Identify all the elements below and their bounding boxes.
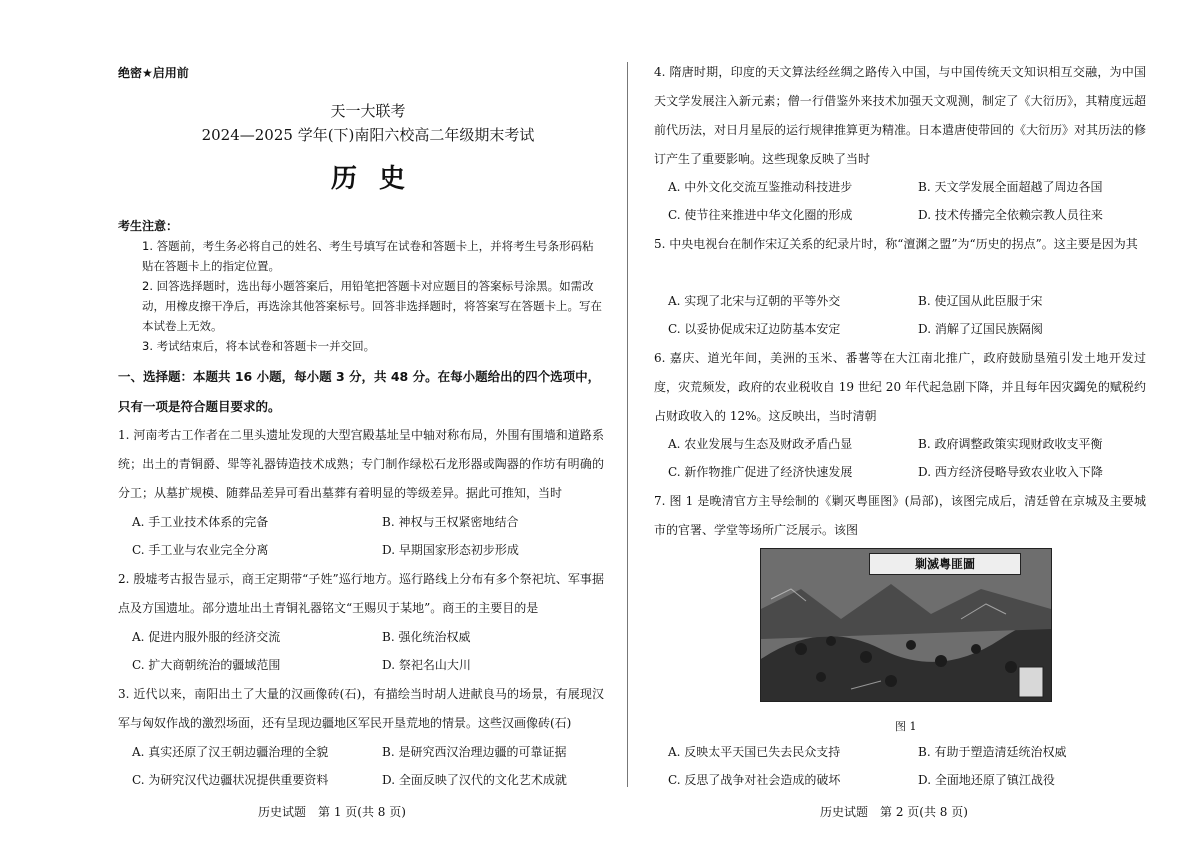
option-b: B. 政府调整政策实现财政收支平衡 [918,437,1103,451]
question-stem: 7. 图 1 是晚清官方主导绘制的《剿灭粤匪图》(局部)，该图完成后，清廷曾在京城及主要城市的官署、学堂等场所广泛展示。该图 [654,494,1146,537]
option-c: C. 反思了战争对社会造成的破坏 [668,773,841,787]
historical-engraving-image [760,548,1052,702]
question-stem: 2. 殷墟考古报告显示，商王定期带“子姓”巡行地方。巡行路线上分布有多个祭祀坑、军事据点及方国遗址。部分遗址出土青铜礼器铭文“王赐贝于某地”。商王的主要目的是 [118,572,604,615]
option-b: B. 天文学发展全面超越了周边各国 [918,180,1103,194]
question-stem: 4. 隋唐时期，印度的天文算法经丝绸之路传入中国，与中国传统天文知识相互交融，为中国天文学发展注入新元素；僧一行借鉴外来技术加强天文观测，制定了《大衍历》，其精度远超前代历法，对日月星辰的运行规律推算更为精准。日本遣唐使带回的《大衍历》对其历法的修订产生了重要影响。这些现象反映了当时 [654,65,1147,166]
question-stem: 1. 河南考古工作者在二里头遗址发现的大型宫殿基址呈中轴对称布局，外围有围墙和道路系统；出土的青铜爵、斝等礼器铸造技术成熟；专门制作绿松石龙形器或陶器的作坊有明确的分工；从墓扩规模、随葬品差异可看出墓葬有着明显的等级差异。据此可推知，当时 [118,428,604,500]
option-b: B. 有助于塑造清廷统治权威 [918,745,1067,759]
option-a: A. 实现了北宋与辽朝的平等外交 [668,294,841,308]
notice-item: 2. 回答选择题时，选出每小题答案后，用铅笔把答题卡对应题目的答案标号涂黑。如需改动，用橡皮擦干净后，再选涂其他答案标号。回答非选择题时，将答案写在答题卡上。写在本试卷上无效。 [142,279,602,333]
question-stem: 6. 嘉庆、道光年间，美洲的玉米、番薯等在大江南北推广，政府鼓励垦殖引发土地开发过度，灾荒频发，政府的农业税收自 19 世纪 20 年代起急剧下降，并且每年因灾蠲免的赋税约占财政收入的 12%。这反映出，当时清朝 [654,351,1146,423]
option-d: D. 技术传播完全依赖宗教人员往来 [918,208,1103,222]
option-c: C. 新作物推广促进了经济快速发展 [668,465,853,479]
question-stem: 3. 近代以来，南阳出土了大量的汉画像砖(石)，有描绘当时胡人进献良马的场景，有展现汉军与匈奴作战的激烈场面，还有呈现边疆地区军民开垦荒地的情景。这些汉画像砖(石) [118,687,604,730]
page-footer: 历史试题 第 1 页(共 8 页) [258,805,406,819]
option-b: B. 使辽国从此臣服于宋 [918,294,1043,308]
notice-item: 1. 答题前，考生务必将自己的姓名、考生号填写在试卷和答题卡上，并将考生号条形码粘贴在答题卡上的指定位置。 [142,239,594,273]
option-d: D. 全面地还原了镇江战役 [918,773,1055,787]
option-b: B. 强化统治权威 [382,630,471,644]
option-a: A. 手工业技术体系的完备 [132,515,269,529]
option-a: A. 反映太平天国已失去民众支持 [668,745,841,759]
option-c: C. 手工业与农业完全分离 [132,543,269,557]
option-c: C. 以妥协促成宋辽边防基本安定 [668,322,841,336]
figure-title: 剿滅粵匪圖 [869,553,1021,575]
confidential-mark: 绝密★启用前 [118,66,189,80]
option-c: C. 扩大商朝统治的疆域范围 [132,658,281,672]
figure-caption: 图 1 [895,720,917,733]
option-b: B. 是研究西汉治理边疆的可靠证据 [382,745,567,759]
notice-title: 考生注意： [118,219,179,233]
question-stem: 5. 中央电视台在制作宋辽关系的纪录片时，称“澶渊之盟”为“历史的拐点”。这主要是因为其 [654,237,1138,251]
option-d: D. 消解了辽国民族隔阂 [918,322,1043,336]
exam-title: 2024—2025 学年(下)南阳六校高二年级期末考试 [201,126,535,144]
notice-item: 3. 考试结束后，将本试卷和答题卡一并交回。 [142,339,376,353]
option-a: A. 促进内服外服的经济交流 [132,630,281,644]
page-divider [627,62,628,787]
option-d: D. 西方经济侵略导致农业收入下降 [918,465,1103,479]
option-b: B. 神权与王权紧密地结合 [382,515,519,529]
page-footer: 历史试题 第 2 页(共 8 页) [820,805,968,819]
option-c: C. 为研究汉代边疆状况提供重要资料 [132,773,329,787]
option-d: D. 全面反映了汉代的文化艺术成就 [382,773,567,787]
option-d: D. 早期国家形态初步形成 [382,543,519,557]
subject-title: 历史 [330,164,427,194]
exam-org-title: 天一大联考 [330,102,406,120]
option-a: A. 中外文化交流互鉴推动科技进步 [668,180,853,194]
option-a: A. 真实还原了汉王朝边疆治理的全貌 [132,745,329,759]
option-a: A. 农业发展与生态及财政矛盾凸显 [668,437,853,451]
option-c: C. 使节往来推进中华文化圈的形成 [668,208,853,222]
option-d: D. 祭祀名山大川 [382,658,471,672]
page-2 [630,0,1200,868]
section-heading: 一、选择题：本题共 16 小题，每小题 3 分，共 48 分。在每小题给出的四个选项中，只有一项是符合题目要求的。 [118,369,601,414]
